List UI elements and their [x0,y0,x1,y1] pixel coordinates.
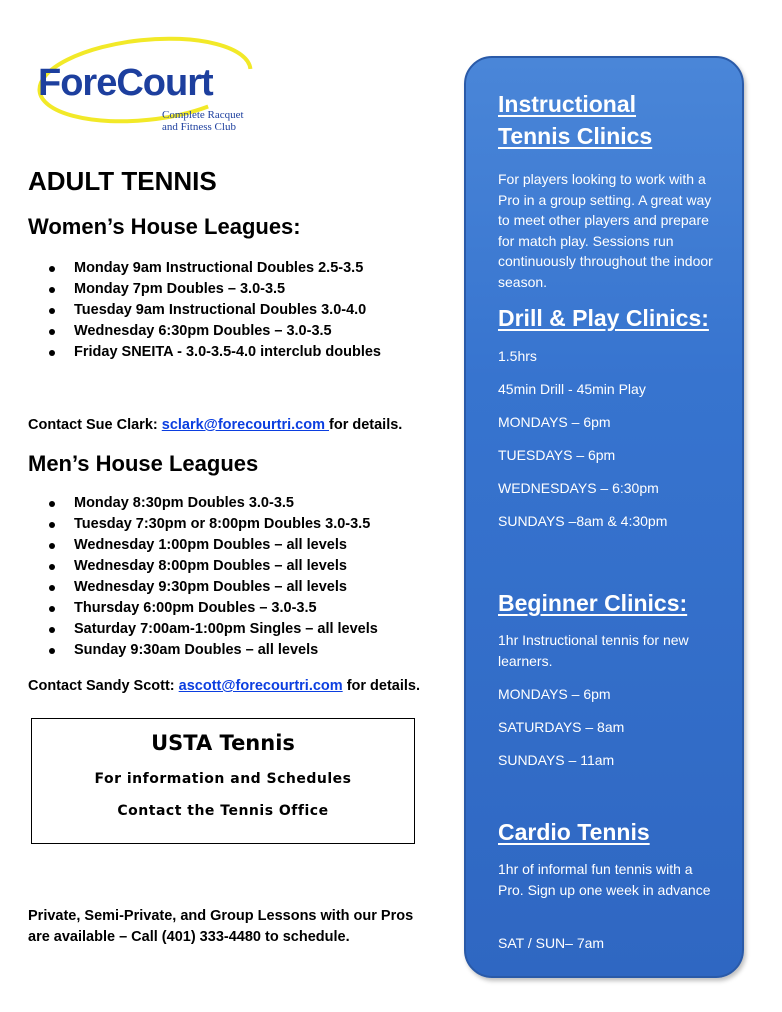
beginner-line: MONDAYS – 6pm [498,686,611,702]
list-item: Sunday 9:30am Doubles – all levels [28,640,378,661]
list-item: Monday 8:30pm Doubles 3.0-3.5 [28,493,378,514]
usta-line-1: For information and Schedules [94,771,352,787]
mens-leagues-heading: Men’s House Leagues [28,451,259,476]
drill-line: 1.5hrs [498,348,537,364]
cardio-tennis-text: 1hr of informal fun tennis with a Pro. Sign up one week in advance [498,861,711,898]
sclark-email-link[interactable]: sclark@forecourtri.com [161,417,330,433]
usta-info-box [31,718,415,844]
usta-line-2: Contact the Tennis Office [117,803,329,819]
list-item: Wednesday 6:30pm Doubles – 3.0-3.5 [28,321,381,342]
womens-leagues-heading: Women’s House Leagues: [28,214,301,239]
drill-line: WEDNESDAYS – 6:30pm [498,480,659,496]
lessons-footer: Private, Semi-Private, and Group Lessons with our Pros are available – Call (401) 333-4480 to schedule. [28,908,414,945]
page-title: ADULT TENNIS [28,166,217,196]
beginner-line: SATURDAYS – 8am [498,719,625,735]
drill-line: 45min Drill - 45min Play [498,381,646,397]
mens-contact: Contact Sandy Scott: ascott@forecourtri.com for details. [28,678,421,694]
list-item: Wednesday 1:00pm Doubles – all levels [28,535,378,556]
womens-contact: Contact Sue Clark: sclark@forecourtri.com for details. [28,417,403,433]
list-item: Friday SNEITA - 3.0-3.5-4.0 interclub doubles [28,342,381,363]
usta-title: USTA Tennis [151,731,295,755]
cardio-tennis-heading: Cardio Tennis [498,819,650,845]
drill-line: TUESDAYS – 6pm [498,447,616,463]
clinics-panel [464,56,744,978]
beginner-line: SUNDAYS – 11am [498,752,615,768]
ascott-email-link[interactable]: ascott@forecourtri.com [178,678,343,694]
list-item: Tuesday 7:30pm or 8:00pm Doubles 3.0-3.5 [28,514,378,535]
drill-line: SUNDAYS –8am & 4:30pm [498,513,668,529]
beginner-clinics-heading: Beginner Clinics: [498,590,688,616]
logo-wordmark: ForeCourt [38,62,213,104]
list-item: Monday 9am Instructional Doubles 2.5-3.5 [28,258,381,279]
cardio-line: SAT / SUN– 7am [498,935,605,951]
list-item: Wednesday 9:30pm Doubles – all levels [28,577,378,598]
instructional-clinics-text: For players looking to work with a Pro in a group setting. A great way to meet other players and prepare for match play. Sessions run continuously throughout the indoor season. [498,171,713,290]
list-item: Wednesday 8:00pm Doubles – all levels [28,556,378,577]
forecourt-logo [30,30,260,140]
list-item: Tuesday 9am Instructional Doubles 3.0-4.0 [28,300,381,321]
drill-line: MONDAYS – 6pm [498,414,611,430]
list-item: Saturday 7:00am-1:00pm Singles – all levels [28,619,378,640]
list-item: Thursday 6:00pm Doubles – 3.0-3.5 [28,598,378,619]
drill-play-heading: Drill & Play Clinics: [498,305,709,331]
womens-leagues-list [28,258,381,363]
list-item: Monday 7pm Doubles – 3.0-3.5 [28,279,381,300]
beginner-clinics-text: 1hr Instructional tennis for new learners. [498,632,689,669]
mens-leagues-list [28,493,378,661]
instructional-clinics-heading: Instructional Tennis Clinics [498,91,653,149]
logo-tagline: Complete Racquet and Fitness Club [162,109,244,133]
